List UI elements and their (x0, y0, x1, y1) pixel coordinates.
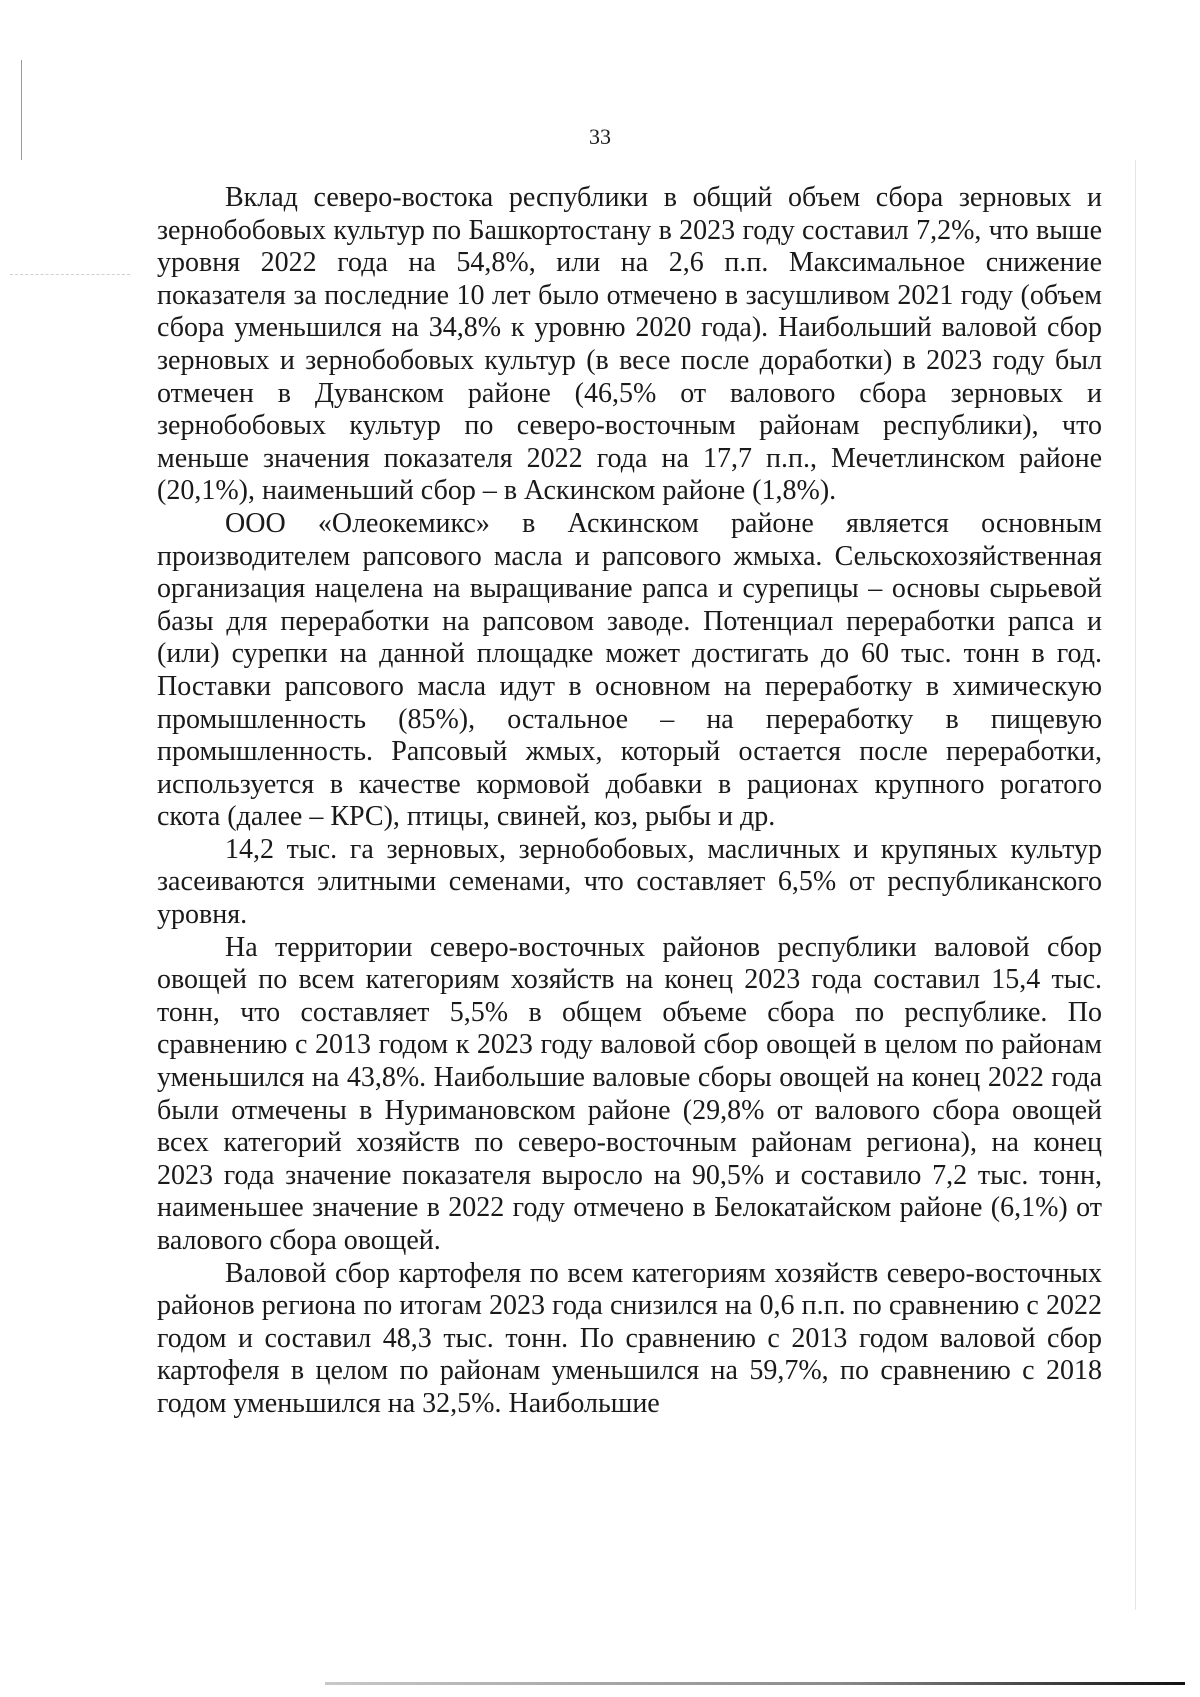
scan-artifact-dashed-line (10, 274, 130, 275)
paragraph-elite-seeds: 14,2 тыс. га зерновых, зернобобовых, масличных и крупяных культур засеиваются элитными семенами, что составляет 6,5% от республиканского уровня. (157, 833, 1102, 931)
document-body (157, 182, 1102, 1421)
page-number: 33 (589, 124, 611, 149)
scan-artifact-right-line (1135, 160, 1136, 1610)
paragraph-oleochemics: ООО «Олеокемикс» в Аскинском районе является основным производителем рапсового масла и рапсового жмыха. Сельскохозяйственная организация нацелена на выращивание рапса и сурепицы – основы сырьевой базы для переработки на рапсовом заводе. Потенциал переработки рапса и (или) сурепки на данной площадке может достигать до 60 тыс. тонн в год. Поставки рапсового масла идут в основном на переработку в химическую промышленность (85%), остальное – на переработку в пищевую промышленность. Рапсовый жмых, который остается после переработки, используется в качестве кормовой добавки в рационах крупного рогатого скота (далее – КРС), птицы, свиней, коз, рыбы и др. (157, 507, 1102, 833)
paragraph-potatoes: Валовой сбор картофеля по всем категориям хозяйств северо-восточных районов региона по итогам 2023 года снизился на 0,6 п.п. по сравнению с 2022 годом и составил 48,3 тыс. тонн. По сравнению с 2013 годом валовой сбор картофеля в целом по районам уменьшился на 59,7%, по сравнению с 2018 годом уменьшился на 32,5%. Наибольшие (157, 1257, 1102, 1419)
paragraph-grain-harvest: Вклад северо-востока республики в общий объем сбора зерновых и зернобобовых культур по Башкортостану в 2023 году составил 7,2%, что выше уровня 2022 года на 54,8%, или на 2,6 п.п. Максимальное снижение показателя за последние 10 лет было отмечено в засушливом 2021 году (объем сбора уменьшился на 34,8% к уровню 2020 года). Наибольший валовой сбор зерновых и зернобобовых культур (в весе после доработки) в 2023 году был отмечен в Дуванском районе (46,5% от валового сбора зерновых и зернобобовых культур по северо-восточным районам республики), что меньше значения показателя 2022 года на 17,7 п.п., Мечетлинском районе (20,1%), наименьший сбор – в Аскинском районе (1,8%). (157, 182, 1102, 507)
scan-artifact-bottom-line (325, 1682, 1185, 1685)
paragraph-vegetables: На территории северо-восточных районов республики валовой сбор овощей по всем категориям хозяйств на конец 2023 года составил 15,4 тыс. тонн, что составляет 5,5% в общем объеме сбора по республике. По сравнению с 2013 годом к 2023 году валовой сбор овощей в целом по районам уменьшился на 43,8%. Наибольшие валовые сборы овощей на конец 2022 года были отмечены в Нуримановском районе (29,8% от валового сбора овощей всех категорий хозяйств по северо-восточным районам региона), на конец 2023 года значение показателя выросло на 90,5% и составило 7,2 тыс. тонн, наименьшее значение в 2022 году отмечено в Белокатайском районе (6,1%) от валового сбора овощей. (157, 931, 1102, 1256)
